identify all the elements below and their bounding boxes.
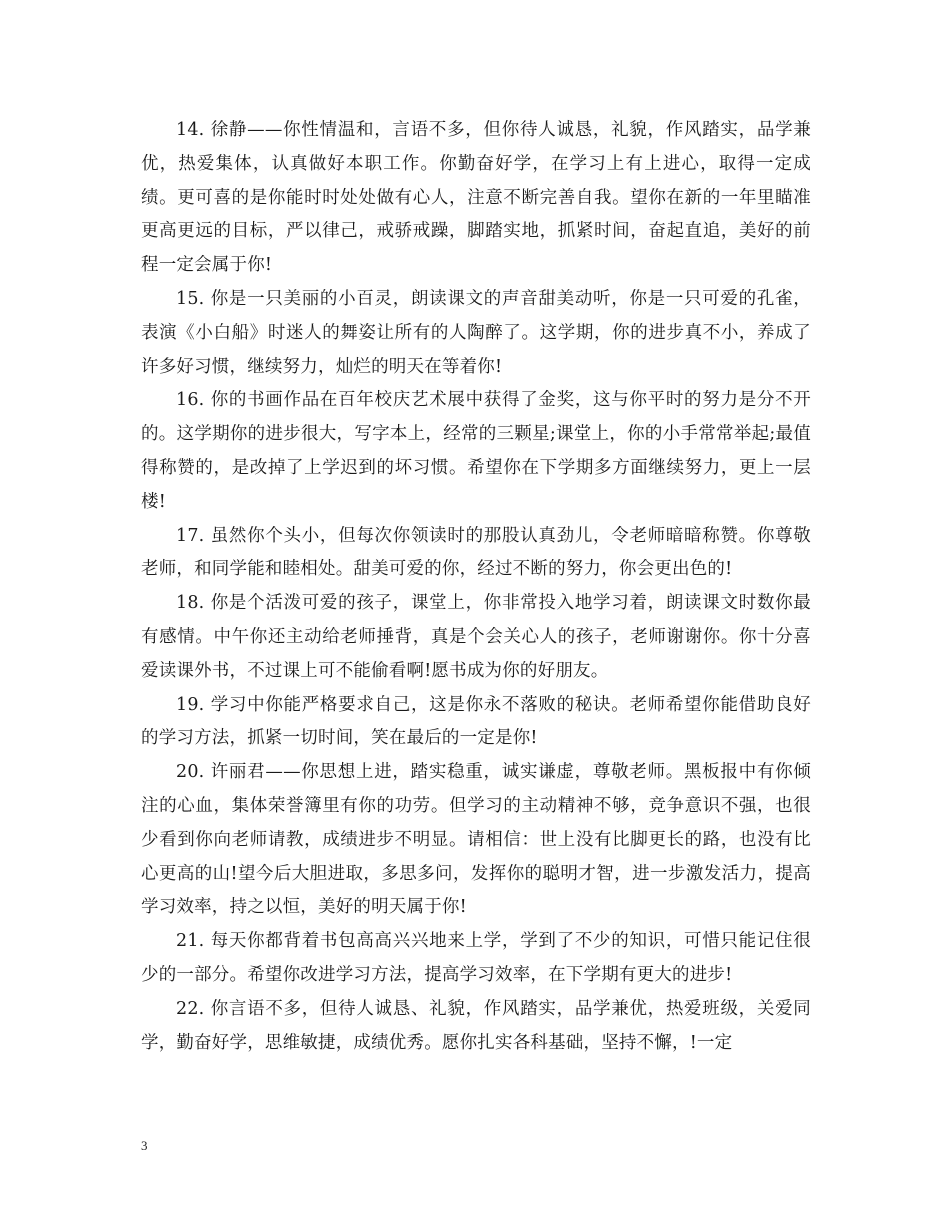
comment-paragraph-15: 15. 你是一只美丽的小百灵，朗读课文的声音甜美动听，你是一只可爱的孔雀，表演《小白船》时迷人的舞姿让所有的人陶醉了。这学期，你的进步真不小，养成了许多好习惯，继续努力，灿烂的明天在等着你!	[141, 288, 811, 377]
comment-paragraph-17: 17. 虽然你个头小，但每次你领读时的那股认真劲儿，令老师暗暗称赞。你尊敬老师，和同学能和睦相处。甜美可爱的你，经过不断的努力，你会更出色的!	[141, 525, 811, 580]
comment-paragraph-18: 18. 你是个活泼可爱的孩子，课堂上，你非常投入地学习着，朗读课文时数你最有感情。中午你还主动给老师捶背，真是个会关心人的孩子，老师谢谢你。你十分喜爱读课外书，不过课上可不能偷看啊!愿书成为你的好朋友。	[141, 593, 811, 681]
comment-paragraph-22: 22. 你言语不多，但待人诚恳、礼貌，作风踏实，品学兼优，热爱班级，关爱同学，勤奋好学，思维敏捷，成绩优秀。愿你扎实各科基础，坚持不懈，!一定	[141, 998, 811, 1053]
comment-paragraph-20: 20. 许丽君——你思想上进，踏实稳重，诚实谦虚，尊敬老师。黑板报中有你倾注的心血，集体荣誉簿里有你的功劳。但学习的主动精神不够，竞争意识不强，也很少看到你向老师请教，成绩进步不明显。请相信：世上没有比脚更长的路，也没有比心更高的山!望今后大胆进取，多思多问，发挥你的聪明才智，进一步激发活力，提高学习效率，持之以恒，美好的明天属于你!	[141, 762, 811, 918]
document-body	[141, 114, 811, 1060]
comment-paragraph-19: 19. 学习中你能严格要求自己，这是你永不落败的秘诀。老师希望你能借助良好的学习方法，抓紧一切时间，笑在最后的一定是你!	[141, 694, 811, 749]
comment-paragraph-21: 21. 每天你都背着书包高高兴兴地来上学，学到了不少的知识，可惜只能记住很少的一部分。希望你改进学习方法，提高学习效率，在下学期有更大的进步!	[141, 931, 811, 985]
comment-paragraph-16: 16. 你的书画作品在百年校庆艺术展中获得了金奖，这与你平时的努力是分不开的。这学期你的进步很大，写字本上，经常的三颗星;课堂上，你的小手常常举起;最值得称赞的，是改掉了上学迟到的坏习惯。希望你在下学期多方面继续努力，更上一层楼!	[141, 390, 811, 512]
page-number: 3	[141, 1138, 148, 1153]
comment-paragraph-14: 14. 徐静——你性情温和，言语不多，但你待人诚恳，礼貌，作风踏实，品学兼优，热爱集体，认真做好本职工作。你勤奋好学，在学习上有上进心，取得一定成绩。更可喜的是你能时时处处做有心人，注意不断完善自我。望你在新的一年里瞄准更高更远的目标，严以律己，戒骄戒躁，脚踏实地，抓紧时间，奋起直追，美好的前程一定会属于你!	[141, 120, 811, 276]
